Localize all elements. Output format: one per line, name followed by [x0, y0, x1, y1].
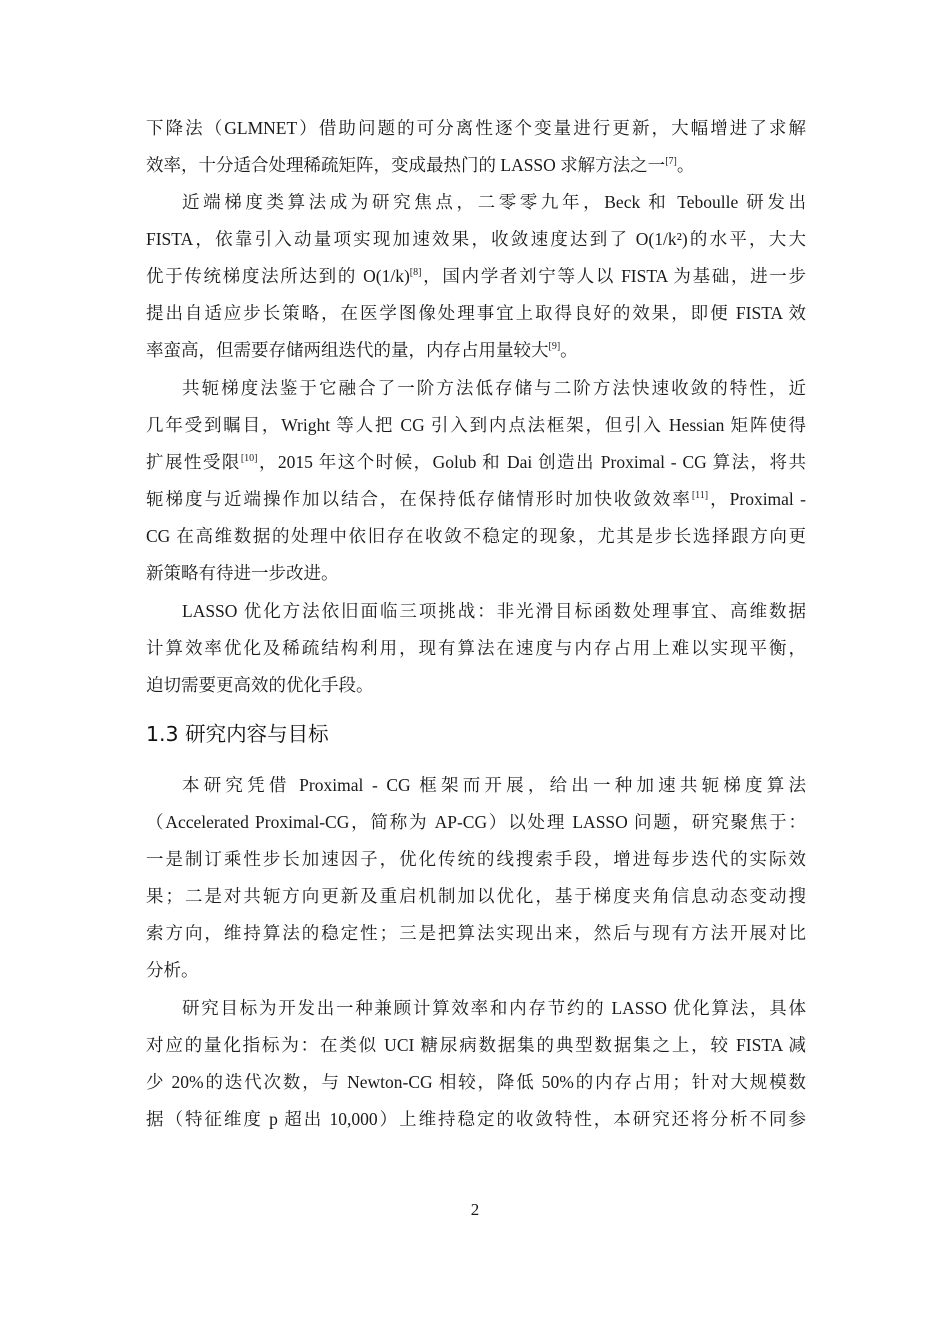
text-line: 率蛮高，但需要存储两组迭代的量，内存占用量较大[9]。: [146, 340, 578, 360]
text-line: 本研究凭借 Proximal - CG 框架而开展，给出一种加速共轭梯度算法: [182, 775, 806, 795]
text-line: 轭梯度与近端操作加以结合，在保持低存储情形时加快收敛效率[11]，Proximal -: [146, 489, 806, 509]
text-line: 扩展性受限[10]，2015 年这个时候，Golub 和 Dai 创造出 Proximal - CG 算法，将共: [146, 452, 806, 472]
text-line: 优于传统梯度法所达到的 O(1/k)[8]，国内学者刘宁等人以 FISTA 为基础，进一步: [146, 266, 806, 286]
text-line: 迫切需要更高效的优化手段。: [146, 675, 374, 695]
text-line: CG 在高维数据的处理中依旧存在收敛不稳定的现象，尤其是步长选择跟方向更: [146, 526, 806, 546]
text-line: 果；二是对共轭方向更新及重启机制加以优化，基于梯度夹角信息动态变动搜: [146, 886, 806, 906]
text-line: 分析。: [146, 960, 199, 980]
text-line: 计算效率优化及稀疏结构利用，现有算法在速度与内存占用上难以实现平衡，: [146, 638, 806, 658]
section-heading: 1.3 研究内容与目标: [146, 722, 329, 746]
text-line: 提出自适应步长策略，在医学图像处理事宜上取得良好的效果，即便 FISTA 效: [146, 303, 806, 323]
page-number: 2: [470, 1200, 480, 1219]
text-line: 近端梯度类算法成为研究焦点，二零零九年，Beck 和 Teboulle 研发出: [182, 192, 806, 212]
text-line: 索方向，维持算法的稳定性；三是把算法实现出来，然后与现有方法开展对比: [146, 923, 806, 943]
text-line: 研究目标为开发出一种兼顾计算效率和内存节约的 LASSO 优化算法，具体: [182, 998, 806, 1018]
text-line: （Accelerated Proximal-CG，简称为 AP-CG）以处理 LASSO 问题，研究聚焦于：: [146, 812, 806, 832]
text-line: 对应的量化指标为：在类似 UCI 糖尿病数据集的典型数据集之上，较 FISTA 减: [146, 1035, 806, 1055]
text-line: 共轭梯度法鉴于它融合了一阶方法低存储与二阶方法快速收敛的特性，近: [182, 378, 806, 398]
text-line: 一是制订乘性步长加速因子，优化传统的线搜索手段，增进每步迭代的实际效: [146, 849, 806, 869]
text-line: 下降法（GLMNET）借助问题的可分离性逐个变量进行更新，大幅增进了求解: [146, 118, 806, 138]
text-line: LASSO 优化方法依旧面临三项挑战：非光滑目标函数处理事宜、高维数据: [182, 601, 806, 621]
text-line: 几年受到瞩目，Wright 等人把 CG 引入到内点法框架，但引入 Hessian 矩阵使得: [146, 415, 806, 435]
text-line: 新策略有待进一步改进。: [146, 563, 339, 583]
text-line: FISTA，依靠引入动量项实现加速效果，收敛速度达到了 O(1/k²)的水平，大大: [146, 229, 806, 249]
text-line: 少 20%的迭代次数，与 Newton-CG 相较，降低 50%的内存占用；针对大规模数: [146, 1072, 806, 1092]
text-line: 据（特征维度 p 超出 10,000）上维持稳定的收敛特性，本研究还将分析不同参: [146, 1109, 806, 1129]
text-line: 效率，十分适合处理稀疏矩阵，变成最热门的 LASSO 求解方法之一[7]。: [146, 155, 695, 175]
